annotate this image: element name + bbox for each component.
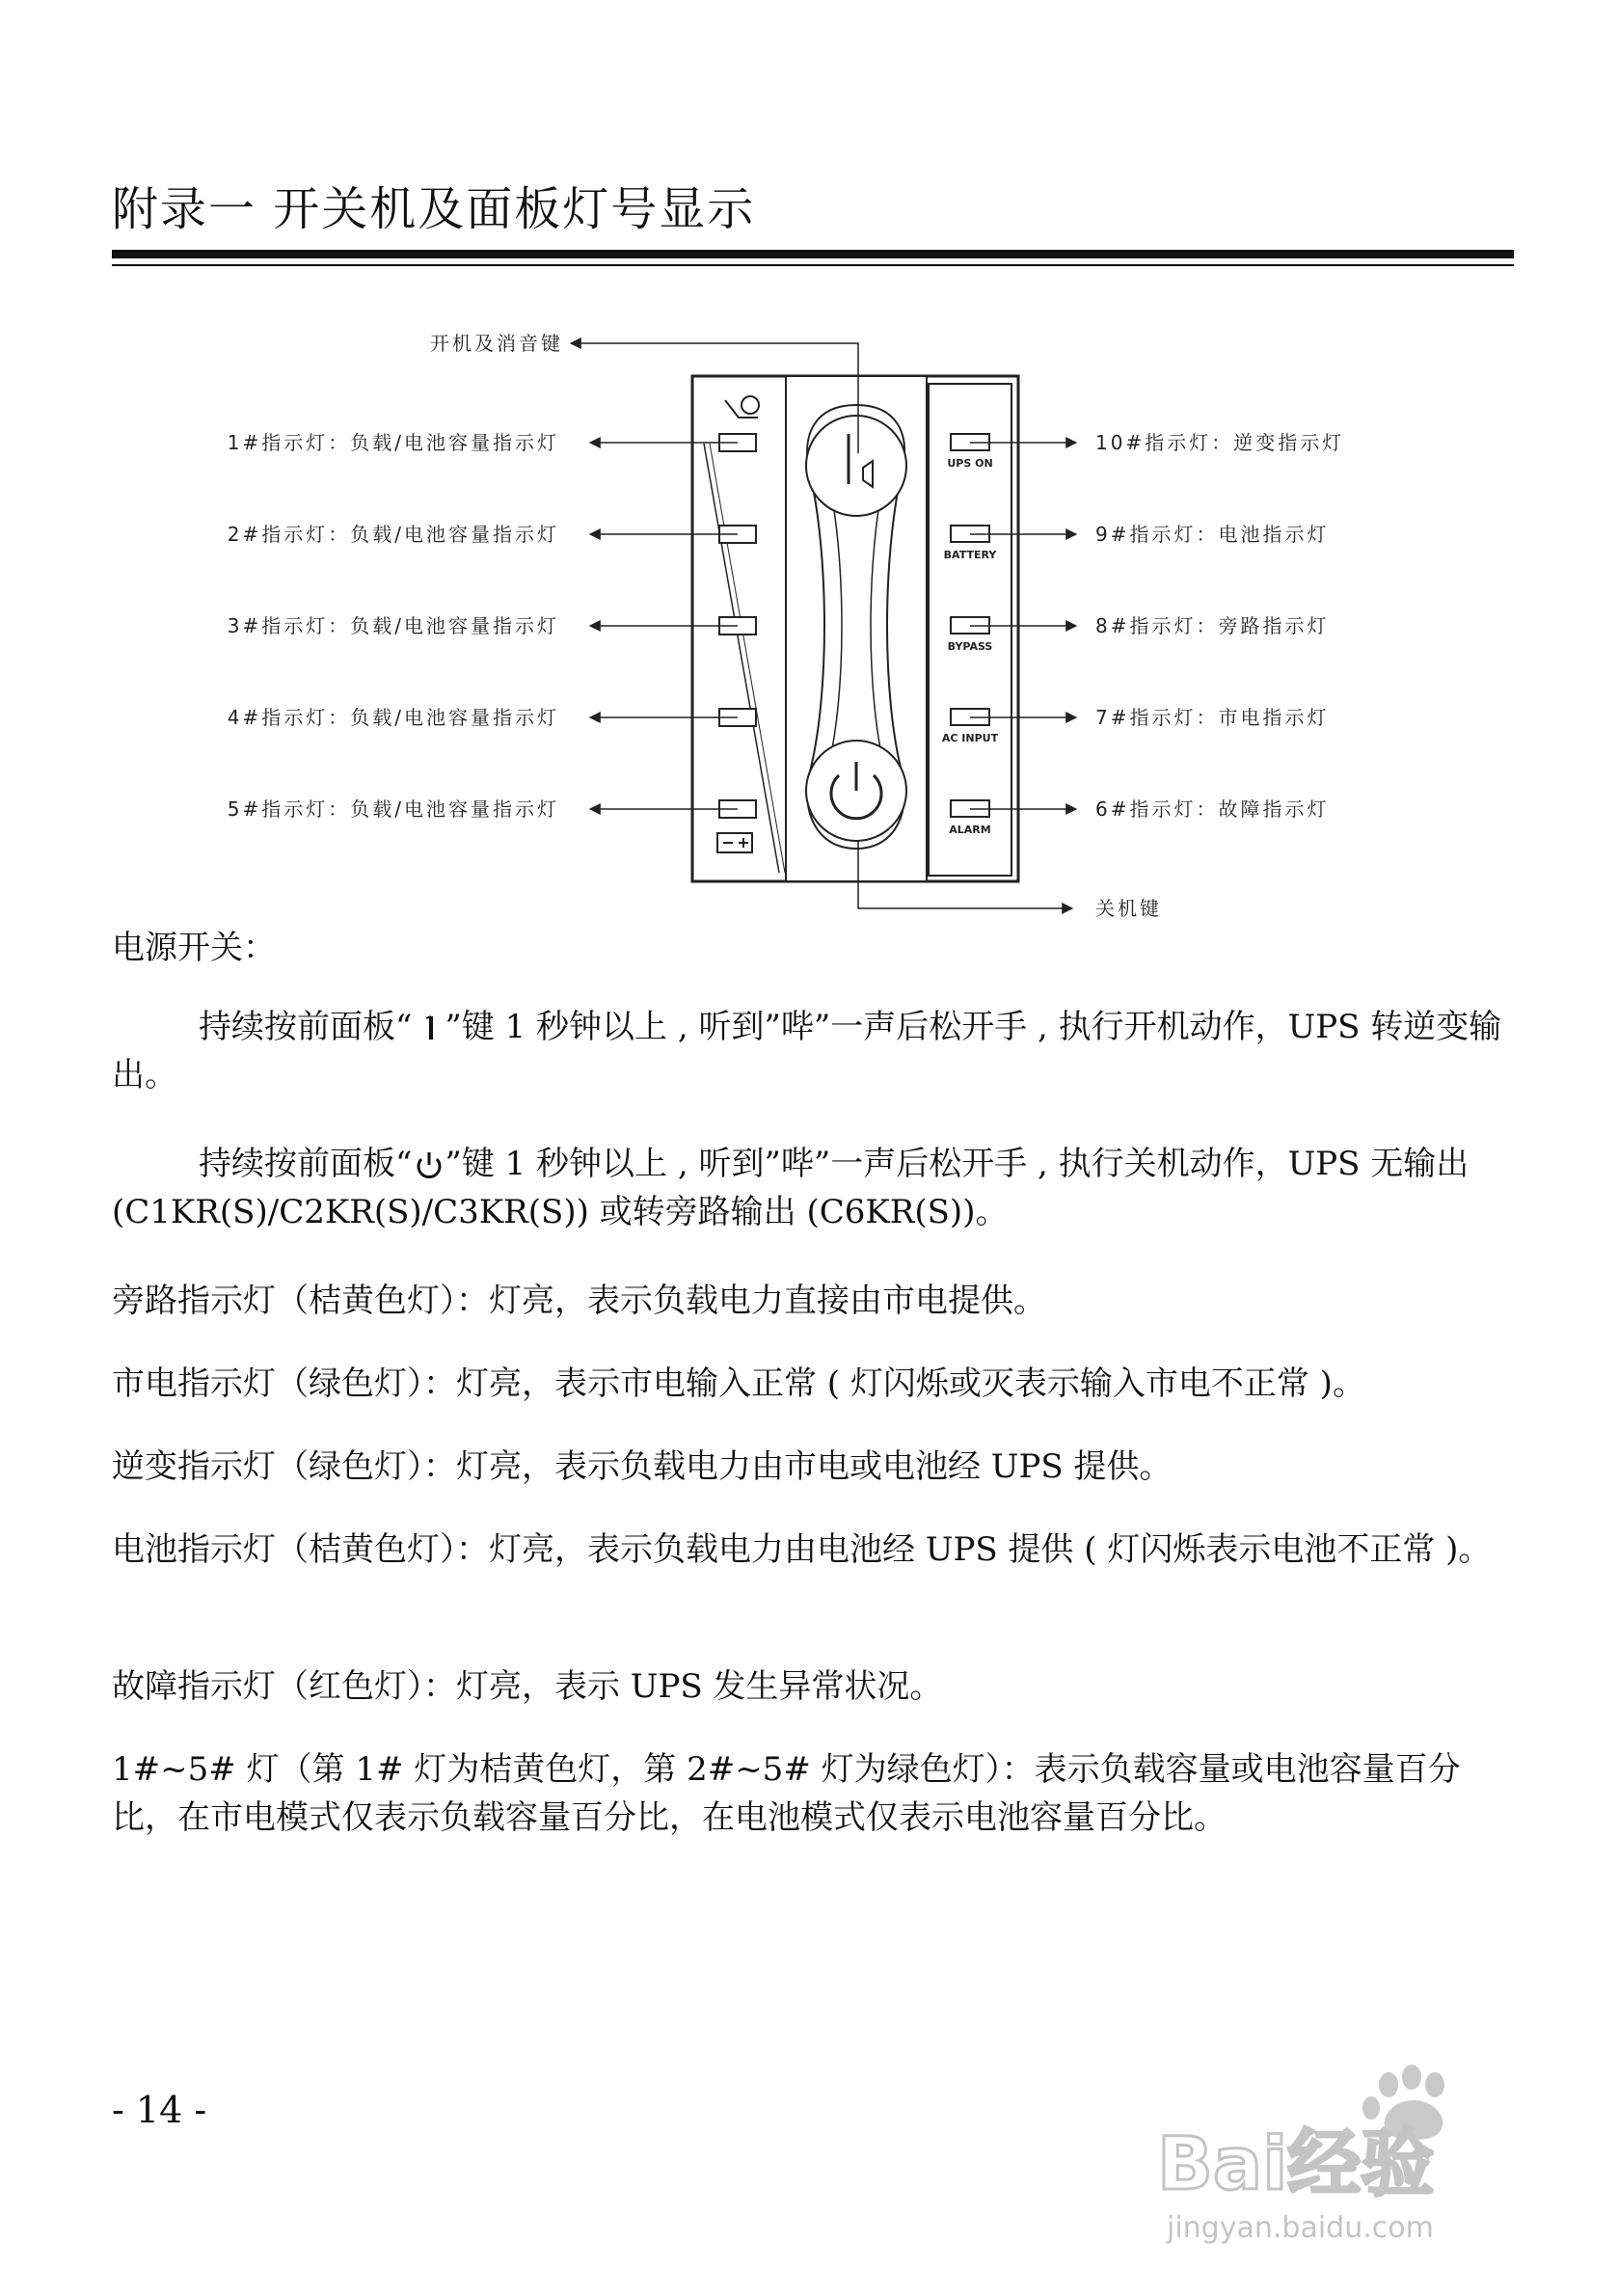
ups-panel-diagram	[0, 309, 1618, 945]
title-rule-thin	[112, 264, 1514, 266]
battery-led-description: 电池指示灯（桔黄色灯）：灯亮，表示负载电力由电池经 UPS 提供 ( 灯闪烁表示电池不正常 )。	[112, 1530, 1492, 1569]
inverter-led-description: 逆变指示灯（绿色灯）：灯亮，表示负载电力由市电或电池经 UPS 提供。	[112, 1447, 1173, 1486]
power-switch-heading: 电源开关：	[112, 929, 276, 967]
battery-icon	[717, 833, 752, 852]
label-led-2: 2#指示灯：负载/电池容量指示灯	[227, 523, 559, 546]
power-on-button-icon	[806, 416, 906, 516]
power-off-paragraph	[112, 1140, 1514, 1236]
page-number: - 14 -	[112, 2089, 207, 2131]
bypass-led-description: 旁路指示灯（桔黄色灯）：灯亮，表示负载电力直接由市电提供。	[112, 1282, 1046, 1320]
label-led-3: 3#指示灯：负载/电池容量指示灯	[227, 614, 559, 637]
panel-label-bypass: BYPASS	[947, 640, 993, 653]
label-power-off-key: 关机键	[1095, 897, 1162, 920]
power-on-text-end: ”键 1 秒钟以上 , 听到”哔”一声后松开手 , 执行开机动作，UPS 转逆变输出。	[112, 1008, 1502, 1094]
power-off-text-end: ”键 1 秒钟以上 , 听到”哔”一声后松开手 , 执行关机动作，UPS 无输出 (C1KR(S)/C2KR(S)/C3KR(S)) 或转旁路输出 (C6KR(S))。	[112, 1145, 1470, 1231]
front-panel	[692, 376, 1018, 881]
label-led-10: 10#指示灯：逆变指示灯	[1095, 431, 1345, 454]
label-led-1: 1#指示灯：负载/电池容量指示灯	[227, 431, 559, 454]
capacity-leds-description: 1#~5# 灯（第 1# 灯为桔黄色灯，第 2#~5# 灯为绿色灯）：表示负载容量或电池容量百分比，在市电模式仅表示负载容量百分比，在电池模式仅表示电池容量百分比。	[112, 1750, 1461, 1837]
power-on-text-start: 持续按前面板“	[199, 1008, 413, 1046]
label-led-8: 8#指示灯：旁路指示灯	[1095, 614, 1330, 637]
label-led-4: 4#指示灯：负载/电池容量指示灯	[227, 706, 559, 729]
label-led-7: 7#指示灯：市电指示灯	[1095, 706, 1330, 729]
power-off-text-start: 持续按前面板“	[199, 1145, 413, 1183]
watermark-brand: Bai经验	[1157, 2120, 1435, 2206]
watermark-url: jingyan.baidu.com	[1167, 2211, 1434, 2245]
panel-label-ups-on: UPS ON	[947, 457, 993, 470]
mains-led-description: 市电指示灯（绿色灯）：灯亮，表示市电输入正常 ( 灯闪烁或灭表示输入市电不正常 )。	[112, 1364, 1365, 1403]
label-led-6: 6#指示灯：故障指示灯	[1095, 797, 1330, 821]
baidu-watermark	[1147, 2054, 1552, 2247]
label-led-5: 5#指示灯：负载/电池容量指示灯	[227, 797, 559, 821]
page-title: 附录一 开关机及面板灯号显示	[112, 182, 756, 236]
label-led-9: 9#指示灯：电池指示灯	[1095, 523, 1330, 546]
power-on-paragraph	[112, 1003, 1514, 1099]
panel-label-ac-input: AC INPUT	[941, 732, 999, 744]
power-off-key-icon	[412, 1149, 445, 1178]
title-rule-thick	[112, 250, 1514, 258]
label-power-on-key: 开机及消音键	[430, 332, 563, 355]
power-on-key-icon	[412, 1013, 445, 1041]
panel-label-battery: BATTERY	[943, 549, 997, 561]
fault-led-description: 故障指示灯（红色灯）：灯亮，表示 UPS 发生异常状况。	[112, 1667, 943, 1706]
panel-label-alarm: ALARM	[949, 824, 991, 836]
